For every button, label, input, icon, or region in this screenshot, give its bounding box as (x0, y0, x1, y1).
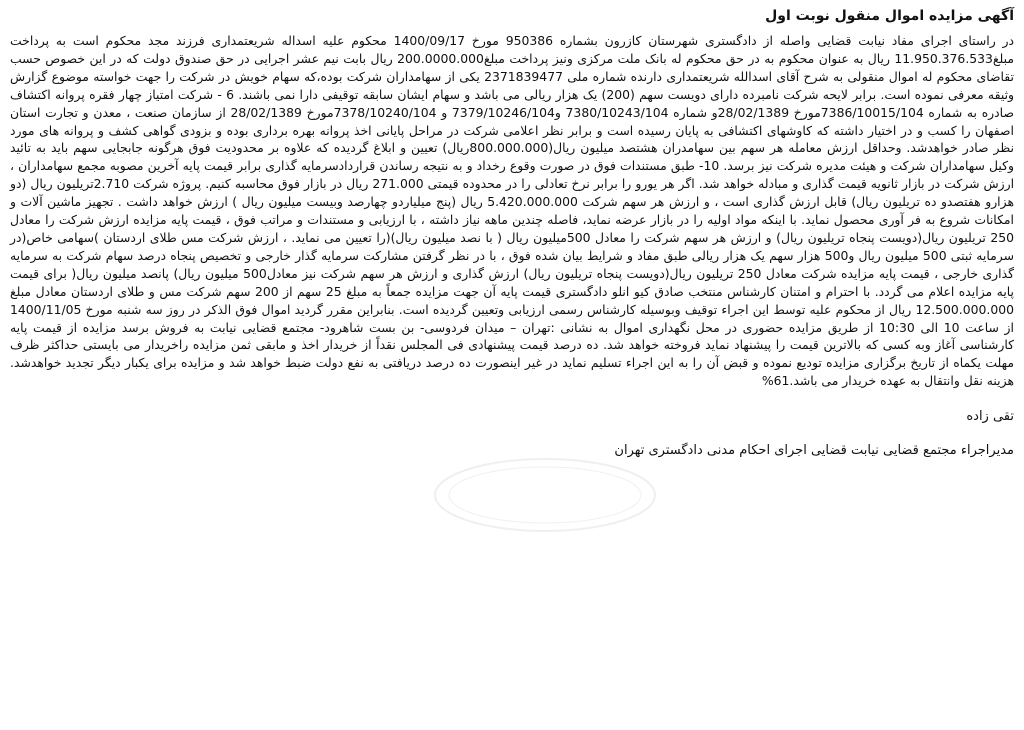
signer-title: مدیراجراء مجتمع قضایی نیابت قضایی اجرای احکام مدنی دادگستری تهران (614, 443, 1014, 459)
signer-name: تقی زاده (966, 409, 1014, 425)
notice-body: در راستای اجرای مفاد نیابت قضایی واصله از دادگستری شهرستان کازرون بشماره 950386 مورخ 1400/09/17 محکوم علیه اسداله شریعتمداری فرزند مجد محکوم است به پرداخت مبلغ11.950.376.533 ریال به عنوان محکوم به در حق محکوم له بانک ملت مرکزی ونیز پرداخت مبلغ200.0000.000 ریال بابت نیم عشر اجرایی در حق صندوق دولت که در این خصوص حسب تقاضای محکوم له اموال منقولی به شرح آقای اسدالله شریعتمداری دارنده شماره ملی 2371839477 یکی از سهامداران شرکت بوده،که سهام خویش در شرکت را جهت خواسته موضوع گزارش وثیقه معرفی نموده است. برابر لایحه شرکت نامبرده دارای دویست سهم (200) یک هزار ریالی می باشد و سهام ایشان سابقه توقیفی دارا نمی باشند. 6 - شرکت امتیاز چهار فقره پروانه اکتشاف صادره به شماره 7386/10015/104مورخ 28/02/1389و شماره 7380/10243/104 و7379/10246/104 و 7378/10240/104مورخ 28/02/1389 از سازمان صنعت ، معدن و تجارت استان اصفهان را کسب و در اختیار داشته که کاوشهای اکتشافی به پایان رسیده است و برابر نظر اعلامی شرکت در مراحل پایانی اخذ پروانه بهره برداری بوده و بزودی گواهی کشف و پروانه های مورد نظر صادر خواهدشد. وحداقل ارزش معامله هر سهم بین سهامدران هشتصد میلیون ریال(800.000.000ریال) تعیین و ابلاغ گردیده که علاوه بر محدودیت فوق هرگونه جابجایی سهم باید به تائید وکیل سهامداران شرکت و هیئت مدیره شرکت نیز برسد. 10- طبق مستندات فوق در صورت وقوع رخداد و به نتیجه رساندن قراردادسرمایه گذاری برابر قیمت پایه آخرین مصوبه مجمع سهامداران ، ارزش شرکت در بازار ثانویه قیمت گذاری و مبادله خواهد شد. اگر هر یورو را برابر نرخ تعادلی را در محدوده قیمتی 271.000 ریال در بازار فوق محاسبه کنیم. پروژه شرکت 2.710تریلیون ریال (دو هزارو هفتصدو ده تریلیون ریال) قابل ارزش گذاری است ، و ارزش هر سهم شرکت 5.420.000.000 ریال (پنج میلیاردو چهارصد وبیست میلیون ریال ) ارزش خواهد داشت . تجهیز ماشین آلات و امکانات شروع به فر آوری محصول نماید. با اینکه مواد اولیه را در بازار عرضه نماید، فاصله چندین ماهه نیاز داشته ، با ارزیابی و مستندات و مراتب فوق ، قیمت پایه مزایده ارزش شرکت را معادل 250 تریلیون ریال(دویست پنجاه تریلیون ریال) و ارزش هر سهم شرکت را معادل 500میلیون ریال ( با نصد میلیون ریال)(را تعیین می نماید. ، ارزش شرکت مس طلای اردستان )سهامی خاص(در سرمایه ثبتی 500 میلیون ریال و500 هزار سهم یک هزار ریالی طبق مفاد و شرایط بیان شده فوق ، با در نظر گرفتن مشارکت سرمایه گذار خارجی و تخصیص پنجاه درصد سهام شرکت به سرمایه گذاری خارجی ، قیمت پایه مزایده شرکت معادل 250 تریلیون ریال(دویست پنجاه تریلیون ریال) ارزش گذاری و ارزش هر سهم شرکت نیز معادل500 میلیون ریال) پانصد میلیون ریال( برای قیمت پایه مزایده اعلام می گردد. با احترام و امتنان کارشناس منتخب صادق کیو انلو دادگستری قیمت پایه آن جهت مزایده جمعاً به مبلغ 25 سهم از 200 سهم شرکت مس و طلای اردستان معادل مبلغ 12.500.000.000 ریال از محکوم علیه توسط این اجراء توقیف وبوسیله کارشناس رسمی ارزیابی وتعیین گردیده است. بنابراین مقرر گردید اموال فوق الذکر در روز سه شنبه مورخ 1400/11/05 از ساعت 10 الی 10:30 از طریق مزایده حضوری در محل نگهداری اموال به نشانی :تهران – میدان فردوسی- بن بست شاهرود- مجتمع قضایی نیابت به فروش برسد مزایده از قیمت پایه کارشناسی آغاز وبه کسی که بالاترین قیمت را پیشنهاد نماید فروخته خواهد شد. ده درصد قیمت پیشنهادی فی المجلس نقداً از خریدار اخذ و مابقی ثمن مزایده راخریدار می بایستی حداکثر ظرف مهلت یکماه از تاریخ برگزاری مزایده تودیع نموده و قبض آن را به این اجراء تسلیم نماید در غیر اینصورت ده درصد دریافتی به نفع دولت ضبط خواهد شد و مزایده برای یکبار دیگر تجدید خواهدشد. هزینه نقل وانتقال به عهده خریدار می باشد.61% (10, 33, 1015, 389)
notice-title: آگهی مزایده اموال منقول نوبت اول (765, 8, 1014, 24)
notice-document (8, 6, 1016, 724)
